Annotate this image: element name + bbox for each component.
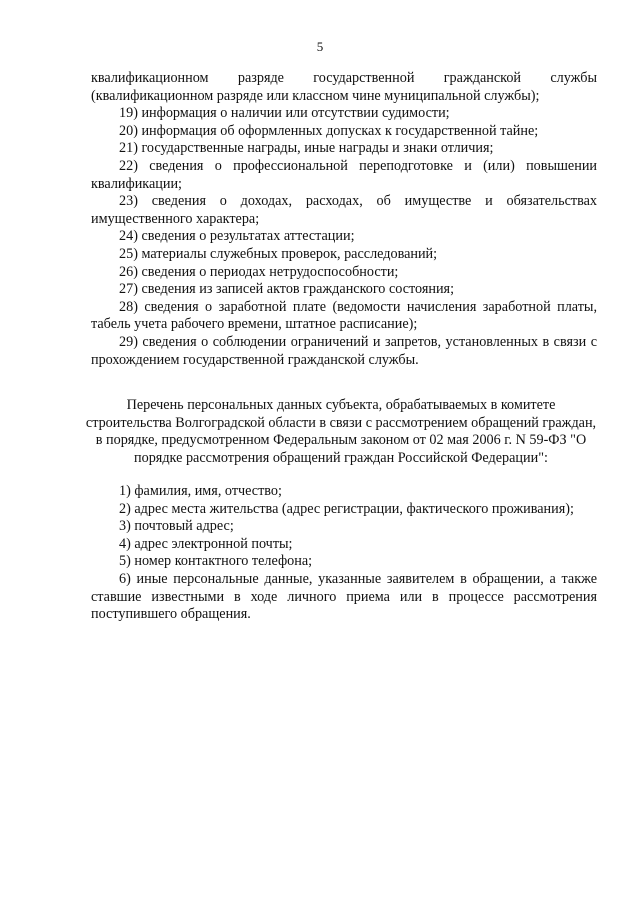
list-item: 5) номер контактного телефона; — [119, 553, 313, 570]
list-item: 24) сведения о результатах аттестации; — [119, 228, 355, 245]
section-heading: Перечень персональных данных субъекта, обрабатываемых в комитете строительства Волгоградской области в связи с рассмотрением обращений граждан, в порядке, предусмотренном Федеральным законом от 02 мая 2006 г. N 59-ФЗ "О порядке рассмотрения обращений граждан Российской Федерации": — [85, 397, 597, 466]
list-item: 21) государственные награды, иные награды и знаки отличия; — [119, 140, 494, 157]
list-item: 26) сведения о периодах нетрудоспособности; — [119, 263, 399, 280]
list-item: 2) адрес места жительства (адрес регистрации, фактического проживания); — [119, 500, 574, 517]
list-continuation: квалификационном разряде государственной гражданской службы (квалификационном разряде или классном чине муниципальной службы); — [91, 70, 597, 104]
citizen-data-list — [91, 483, 597, 624]
list-item: 22) сведения о профессиональной переподготовке и (или) повышении квалификации; — [91, 157, 597, 192]
list-item: 25) материалы служебных проверок, расследований; — [119, 245, 438, 262]
list-item: 20) информация об оформленных допусках к государственной тайне; — [119, 122, 539, 139]
list-item: 4) адрес электронной почты; — [119, 535, 293, 552]
employee-data-list — [91, 70, 597, 369]
list-item: 6) иные персональные данные, указанные заявителем в обращении, а также ставшие известными в ходе личного приема или в процессе рассмотрения поступившего обращения. — [91, 570, 597, 623]
list-item: 27) сведения из записей актов гражданского состояния; — [119, 281, 455, 298]
list-item: 3) почтовый адрес; — [119, 518, 234, 535]
list-item: 29) сведения о соблюдении ограничений и запретов, установленных в связи с прохождением государственной гражданской службы. — [91, 333, 597, 368]
list-item: 28) сведения о заработной плате (ведомости начисления заработной платы, табель учета рабочего времени, штатное расписание); — [91, 298, 597, 333]
list-item: 19) информация о наличии или отсутствии судимости; — [119, 105, 450, 122]
page-number: 5 — [316, 39, 324, 54]
list-item: 1) фамилия, имя, отчество; — [119, 483, 282, 499]
list-item: 23) сведения о доходах, расходах, об имуществе и обязательствах имущественного характера; — [91, 193, 597, 227]
